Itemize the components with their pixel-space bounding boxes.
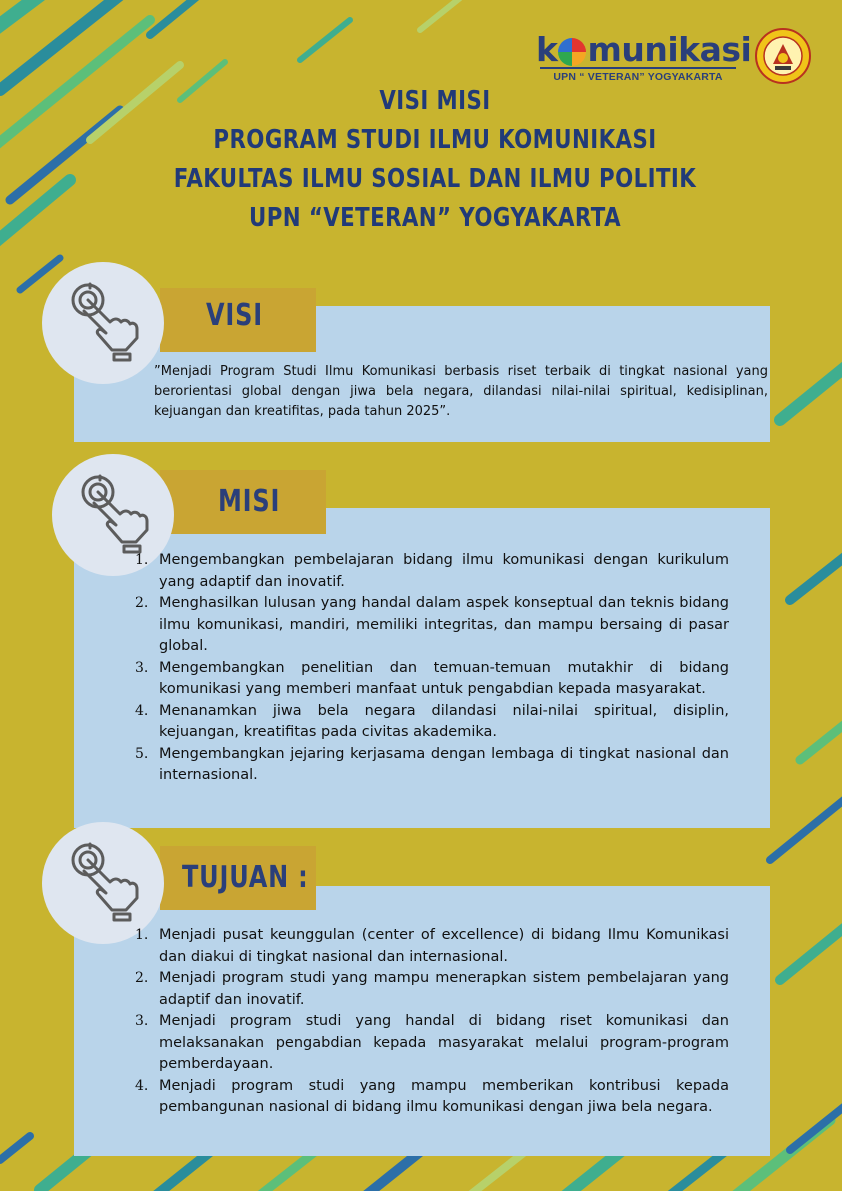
tujuan-item	[135, 925, 729, 968]
item-number: 4.	[135, 702, 149, 719]
hand-pointer-icon	[60, 838, 148, 926]
tujuan-item	[135, 968, 729, 1011]
visi-statement: ”Menjadi Program Studi Ilmu Komunikasi berbasis riset terbaik di tingkat nasional yang berorientasi global dengan jiwa bela negara, dilandasi nilai-nilai spiritual, kedisiplinan, kejuangan dan kreatifitas, pada tahun 2025”.	[154, 364, 768, 419]
item-text: Menjadi program studi yang mampu memberikan kontribusi kepada pembangunan nasional di bidang ilmu komunikasi dengan jiwa bela negara.	[159, 1077, 729, 1115]
item-number: 1.	[135, 927, 149, 943]
tujuan-item	[135, 1011, 729, 1076]
item-text: Mengembangkan jejaring kerjasama dengan lembaga di tingkat nasional dan internasional.	[159, 745, 729, 783]
title-line: VISI MISI	[379, 86, 491, 116]
komunikasi-logo	[536, 30, 752, 83]
misi-heading: MISI	[218, 484, 281, 519]
item-text: Menjadi pusat keunggulan (center of excellence) di bidang Ilmu Komunikasi dan diakui di tingkat nasional dan internasional.	[159, 927, 729, 965]
logo-subtitle: UPN “ VETERAN” YOGYAKARTA	[540, 67, 736, 83]
item-number: 3.	[135, 1013, 149, 1029]
university-seal-icon	[755, 28, 811, 84]
item-number: 5.	[135, 745, 149, 762]
misi-item	[135, 593, 729, 658]
visi-heading: VISI	[206, 298, 263, 333]
misi-item	[135, 658, 729, 701]
title-line: UPN “VETERAN” YOGYAKARTA	[248, 203, 622, 233]
item-text: Menghasilkan lulusan yang handal dalam aspek konseptual dan teknis bidang ilmu komunikasi, mandiri, memiliki integritas, dan mampu bersaing di pasar global.	[159, 595, 729, 654]
logo-wordmark-start: k	[536, 30, 558, 69]
item-text: Mengembangkan pembelajaran bidang ilmu komunikasi dengan kurikulum yang adaptif dan inovatif.	[159, 552, 729, 590]
tujuan-item	[135, 1076, 729, 1119]
item-text: Mengembangkan penelitian dan temuan-temuan mutakhir di bidang komunikasi yang memberi manfaat untuk pengabdian kepada masyarakat.	[159, 659, 729, 697]
misi-list	[135, 550, 729, 787]
item-number: 2.	[135, 595, 149, 611]
item-text: Menjadi program studi yang handal di bidang riset komunikasi dan melaksanakan pengabdian kepada masyarakat melalui program-program pemberdayaan.	[159, 1013, 729, 1072]
title-line: FAKULTAS ILMU SOSIAL DAN ILMU POLITIK	[173, 164, 697, 194]
item-number: 2.	[135, 970, 149, 986]
item-text: Menjadi program studi yang mampu menerapkan sistem pembelajaran yang adaptif dan inovatif.	[159, 970, 729, 1008]
logo-wordmark	[536, 30, 751, 69]
item-number: 4.	[135, 1077, 149, 1094]
hand-pointer-icon	[60, 278, 148, 366]
page-title	[152, 82, 718, 238]
item-text: Menanamkan jiwa bela negara dilandasi nilai-nilai spiritual, disiplin, kejuangan, kreatifitas pada civitas akademika.	[159, 702, 729, 740]
tujuan-heading: TUJUAN :	[182, 860, 309, 895]
misi-item	[135, 550, 729, 593]
logo-wordmark-end: munikasi	[587, 30, 752, 69]
logo-o-icon	[558, 38, 586, 66]
item-number: 3.	[135, 659, 149, 676]
hand-pointer-icon	[70, 470, 158, 558]
visi-icon-circle	[42, 262, 164, 384]
misi-item	[135, 744, 729, 787]
item-number: 1.	[135, 552, 149, 568]
tujuan-list	[135, 925, 729, 1119]
title-line: PROGRAM STUDI ILMU KOMUNIKASI	[213, 125, 657, 155]
misi-item	[135, 701, 729, 744]
